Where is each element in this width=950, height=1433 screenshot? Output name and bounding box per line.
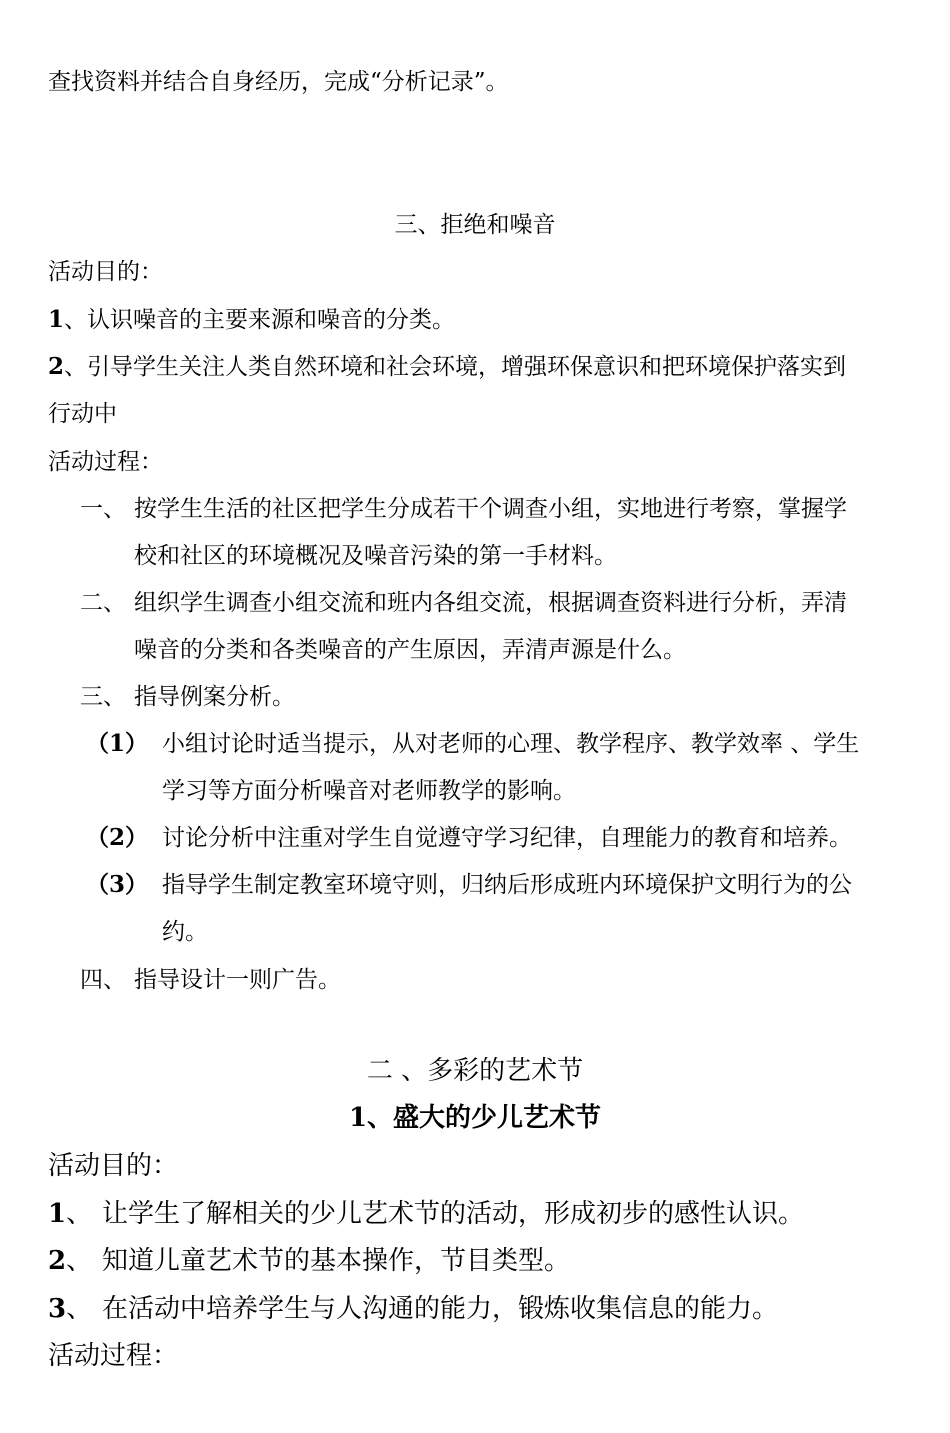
goal-text: 让学生了解相关的少儿艺术节的活动，形成初步的感性认识。 [102, 1199, 805, 1229]
substep-text: 约。 [162, 919, 208, 945]
goal-separator: 、 [66, 1199, 93, 1229]
goal-label: 活动目的： [48, 1151, 179, 1181]
goal-number: 2 [48, 1246, 67, 1276]
section-subtitle: 1、盛大的少儿艺术节 [348, 1103, 602, 1133]
goal-text: 知道儿童艺术节的基本操作，节目类型。 [102, 1246, 571, 1276]
step-mark: 三、 [80, 684, 126, 710]
step-mark: 一、 [80, 496, 126, 522]
goal-item-2-continued: 行动中 [48, 401, 117, 427]
goal-number: 3 [48, 1294, 67, 1324]
goal-text: 、引导学生关注人类自然环境和社会环境，增强环保意识和把环境保护落实到 [64, 354, 847, 380]
step-text: 组织学生调查小组交流和班内各组交流，根据调查资料进行分析，弄清 [134, 590, 847, 616]
goal-item-2 [48, 352, 846, 382]
substep-mark: （2） [86, 824, 149, 851]
substep-text: 指导学生制定教室环境守则，归纳后形成班内环境保护文明行为的公 [162, 872, 852, 898]
goal-number: 2 [48, 353, 65, 380]
goal-separator: 、 [66, 1294, 93, 1324]
goal-separator: 、 [66, 1246, 93, 1276]
substep-mark: （3） [86, 871, 149, 898]
goal-label: 活动目的： [48, 259, 163, 285]
substep-text: 小组讨论时适当提示，从对老师的心理、教学程序、教学效率 、学生 [162, 731, 860, 757]
goal-number: 1 [48, 306, 65, 333]
substep-text: 学习等方面分析噪音对老师教学的影响。 [162, 778, 576, 804]
section-title: 三、拒绝和噪音 [394, 212, 556, 238]
step-text: 噪音的分类和各类噪音的产生原因，弄清声源是什么。 [134, 637, 686, 663]
substep-text: 讨论分析中注重对学生自觉遵守学习纪律，自理能力的教育和培养。 [162, 825, 852, 851]
goal-item-1 [48, 1198, 92, 1230]
step-text: 指导例案分析。 [134, 684, 295, 710]
section-title: 二 、多彩的艺术节 [366, 1056, 584, 1086]
goal-text: 、认识噪音的主要来源和噪音的分类。 [64, 307, 456, 333]
process-label: 活动过程： [48, 1341, 179, 1371]
intro-text: 查找资料并结合自身经历，完成“分析记录”。 [48, 69, 509, 95]
goal-text: 在活动中培养学生与人沟通的能力，锻炼收集信息的能力。 [102, 1294, 779, 1324]
goal-item-1 [48, 305, 455, 335]
substep-mark: （1） [86, 730, 149, 757]
step-mark: 四、 [80, 967, 126, 993]
step-mark: 二、 [80, 590, 126, 616]
goal-number: 1 [48, 1199, 67, 1229]
step-text: 按学生生活的社区把学生分成若干个调查小组，实地进行考察，掌握学 [134, 496, 847, 522]
step-text: 校和社区的环境概况及噪音污染的第一手材料。 [134, 543, 617, 569]
goal-item-2 [48, 1245, 92, 1277]
step-text: 指导设计一则广告。 [134, 967, 341, 993]
process-label: 活动过程： [48, 449, 163, 475]
goal-item-3 [48, 1293, 92, 1325]
